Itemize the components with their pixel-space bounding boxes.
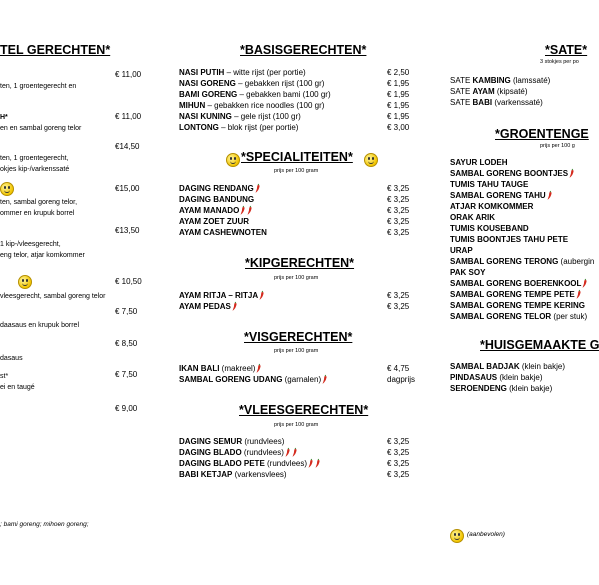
chili-pepper-icon: [576, 290, 582, 299]
sate-item: [450, 87, 528, 98]
item-name: MIHUN: [179, 101, 206, 110]
middle-column: [176, 0, 416, 479]
item-name: BABI: [472, 98, 493, 107]
item-price: € 2,50: [387, 68, 410, 77]
item-name: SAMBAL BADJAK: [450, 362, 520, 371]
item-name: KAMBING: [472, 76, 511, 85]
item-price: € 3,25: [387, 184, 410, 193]
menu-item: [179, 291, 265, 302]
item-name: LONTONG: [179, 123, 219, 132]
item-name: BABI KETJAP: [179, 470, 233, 479]
menu-item: [179, 90, 331, 101]
item-price: € 1,95: [387, 112, 410, 121]
item-detail: – blok rijst (per portie): [218, 123, 299, 132]
item-name: SAMBAL GORENG TERONG: [450, 257, 559, 266]
section-title: *BASISGERECHTEN*: [240, 43, 367, 57]
item-name: PINDASAUS: [450, 373, 498, 382]
chili-pepper-icon: [255, 184, 261, 193]
item-name: SAMBAL GORENG TELOR: [450, 312, 552, 321]
left-line: st*: [0, 373, 9, 380]
item-price: € 1,95: [387, 79, 410, 88]
item-price: € 1,95: [387, 90, 410, 99]
left-price: € 11,00: [115, 70, 142, 79]
item-name: DAGING BLADO: [179, 448, 242, 457]
chili-pepper-icon: [322, 375, 328, 384]
item-name: SAMBAL GORENG TEMPE KERING: [450, 301, 585, 310]
left-price: €15,00: [115, 184, 140, 193]
groenten-item: [450, 290, 582, 301]
menu-item: [179, 302, 238, 313]
groenten-item: [450, 202, 533, 213]
groenten-item: [450, 224, 529, 235]
item-price: € 3,25: [387, 459, 410, 468]
item-detail: – gele rijst (100 gr): [231, 112, 301, 121]
chili-pepper-icon: [232, 302, 238, 311]
left-price: € 10,50: [115, 277, 142, 286]
item-name: NASI PUTIH: [179, 68, 225, 77]
huis-item: [450, 362, 565, 373]
item-name: AYAM: [472, 87, 495, 96]
item-name: ATJAR KOMKOMMER: [450, 202, 534, 211]
left-price: €14,50: [115, 142, 140, 151]
item-detail: (rundvlees): [264, 459, 308, 468]
item-detail: – gebakken rice noodles (100 gr): [205, 101, 325, 110]
groenten-title: *GROENTENGE: [495, 127, 589, 141]
chili-pepper-icon: [547, 191, 553, 200]
menu-item: [179, 123, 298, 134]
menu-item: [179, 112, 301, 123]
section-title: *SPECIALITEITEN*: [241, 150, 353, 164]
left-line: ei en taugé: [0, 384, 35, 391]
left-price: €13,50: [115, 226, 140, 235]
menu-item: [179, 206, 253, 217]
left-line: en en sambal goreng telor: [0, 125, 82, 132]
chili-pepper-icon: [308, 459, 314, 468]
item-detail: – gebakken rijst (100 gr): [235, 79, 325, 88]
item-price: € 3,25: [387, 448, 410, 457]
item-detail: (rundvlees): [241, 448, 284, 457]
huis-item: [450, 373, 542, 384]
left-section-title: TEL GERECHTEN*: [0, 43, 111, 57]
chili-pepper-icon: [315, 459, 321, 468]
groenten-item: [450, 169, 575, 180]
sate-item: [450, 98, 543, 109]
item-name: URAP: [450, 246, 473, 255]
item-name: DAGING BLADO PETE: [179, 459, 265, 468]
item-name: SAMBAL GORENG TEMPE PETE: [450, 290, 575, 299]
smiley-icon: [364, 153, 378, 167]
item-price: € 3,25: [387, 195, 410, 204]
item-name: SAMBAL GORENG BOERENKOOL: [450, 279, 582, 288]
item-name: ORAK ARIK: [450, 213, 496, 222]
groenten-item: [450, 312, 587, 323]
item-name: TUMIS TAHU TAUGE: [450, 180, 529, 189]
left-line: okjes kip-/varkenssaté: [0, 166, 70, 173]
item-name: PAK SOY: [450, 268, 486, 277]
item-price: € 3,25: [387, 437, 410, 446]
smiley-icon: [226, 153, 240, 167]
item-price: € 3,25: [387, 291, 410, 300]
item-name: DAGING RENDANG: [179, 184, 254, 193]
item-detail: (per stuk): [551, 312, 588, 321]
menu-item: [179, 375, 328, 386]
left-column: [0, 0, 150, 528]
groenten-item: [450, 235, 568, 246]
menu-item: [179, 448, 298, 459]
item-price: dagprijs: [387, 375, 416, 384]
item-detail: (garnalen): [282, 375, 322, 384]
legend-label: (aanbevolen): [467, 531, 505, 538]
menu-item: [179, 195, 254, 206]
chili-pepper-icon: [256, 364, 262, 373]
smiley-icon: [450, 529, 464, 543]
item-name: AYAM PEDAS: [179, 302, 231, 311]
item-prefix: SATE: [450, 98, 473, 107]
left-price: € 7,50: [115, 370, 138, 379]
item-detail: (varkenssaté): [492, 98, 543, 107]
smiley-icon: [0, 182, 14, 196]
left-line: eng telor, atjar komkommer: [0, 252, 85, 259]
left-price: € 11,00: [115, 112, 142, 121]
item-prefix: SATE: [450, 87, 473, 96]
item-name: SAYUR LODEH: [450, 158, 508, 167]
item-name: SAMBAL GORENG TAHU: [450, 191, 546, 200]
left-price: € 7,50: [115, 307, 138, 316]
item-name: DAGING SEMUR: [179, 437, 243, 446]
section-subtitle: prijs per 100 gram: [274, 168, 319, 174]
groenten-item: [450, 158, 508, 169]
chili-pepper-icon: [285, 448, 291, 457]
item-name: TUMIS KOUSEBAND: [450, 224, 529, 233]
chili-pepper-icon: [259, 291, 265, 300]
menu-item: [179, 228, 267, 239]
item-detail: (varkensvlees): [232, 470, 287, 479]
item-detail: (klein bakje): [519, 362, 565, 371]
menu-item: [179, 68, 306, 79]
section-title: *KIPGERECHTEN*: [245, 256, 355, 270]
menu-item: [179, 184, 261, 195]
chili-pepper-icon: [292, 448, 298, 457]
item-detail: (aubergin: [558, 257, 595, 266]
left-line: vleesgerecht, sambal goreng telor: [0, 293, 106, 300]
menu-item: [179, 470, 287, 481]
item-name: SAMBAL GORENG UDANG: [179, 375, 283, 384]
huis-item: [450, 384, 552, 395]
section-subtitle: prijs per 100 gram: [274, 275, 319, 281]
left-footnote: ; bami goreng; mihoen goreng;: [0, 521, 89, 528]
sate-item: [450, 76, 550, 87]
groenten-item: [450, 246, 473, 257]
groenten-item: [450, 301, 585, 312]
item-name: BAMI GORENG: [179, 90, 238, 99]
menu-item: [179, 79, 324, 90]
right-column: [440, 0, 599, 538]
item-name: SAMBAL GORENG BOONTJES: [450, 169, 569, 178]
sate-title: *SATE*: [545, 43, 588, 57]
item-price: € 3,25: [387, 470, 410, 479]
item-name: SEROENDENG: [450, 384, 507, 393]
groenten-item: [450, 213, 495, 224]
sate-subtitle: 3 stokjes per po: [540, 59, 579, 65]
item-detail: – gebakken bami (100 gr): [237, 90, 331, 99]
item-detail: (klein bakje): [497, 373, 543, 382]
chili-pepper-icon: [582, 279, 588, 288]
left-line: ommer en krupuk borrel: [0, 210, 75, 217]
groenten-item: [450, 257, 594, 268]
left-price: € 8,50: [115, 339, 138, 348]
smiley-icon: [18, 275, 32, 289]
item-price: € 4,75: [387, 364, 410, 373]
menu-item: [179, 459, 321, 470]
menu-item: [179, 364, 262, 375]
item-detail: (rundvlees): [242, 437, 285, 446]
groenten-item: [450, 180, 528, 191]
groenten-item: [450, 191, 553, 202]
item-price: € 3,25: [387, 217, 410, 226]
item-detail: (lamssaté): [510, 76, 551, 85]
section-subtitle: prijs per 100 gram: [274, 348, 319, 354]
item-name: AYAM RITJA – RITJA: [179, 291, 259, 300]
groenten-item: [450, 279, 588, 290]
left-price: € 9,00: [115, 404, 138, 413]
item-price: € 3,25: [387, 228, 410, 237]
left-line: dasaus: [0, 355, 23, 362]
left-line: ten, sambal goreng telor,: [0, 199, 78, 206]
item-price: € 1,95: [387, 101, 410, 110]
menu-item: [179, 217, 249, 228]
chili-pepper-icon: [240, 206, 246, 215]
item-name: IKAN BALI: [179, 364, 220, 373]
item-detail: (klein bakje): [506, 384, 553, 393]
menu-item: [179, 437, 284, 448]
item-name: AYAM CASHEWNOTEN: [179, 228, 267, 237]
item-price: € 3,25: [387, 206, 410, 215]
item-name: AYAM MANADO: [179, 206, 240, 215]
groenten-item: [450, 268, 485, 279]
item-prefix: SATE: [450, 76, 473, 85]
chili-pepper-icon: [569, 169, 575, 178]
left-line: daasaus en krupuk borrel: [0, 322, 79, 329]
item-name: AYAM ZOET ZUUR: [179, 217, 250, 226]
section-title: *VISGERECHTEN*: [244, 330, 353, 344]
left-line: ten, 1 groentegerecht en: [0, 83, 77, 90]
item-price: € 3,25: [387, 302, 410, 311]
item-name: NASI KUNING: [179, 112, 232, 121]
section-subtitle: prijs per 100 gram: [274, 422, 319, 428]
item-detail: – witte rijst (per portie): [224, 68, 306, 77]
section-title: *VLEESGERECHTEN*: [239, 403, 369, 417]
item-price: € 3,00: [387, 123, 410, 132]
menu-item: [179, 101, 324, 112]
left-line: ten, 1 groentegerecht,: [0, 155, 69, 162]
item-name: NASI GORENG: [179, 79, 236, 88]
item-name: TUMIS BOONTJES TAHU PETE: [450, 235, 569, 244]
item-name: DAGING BANDUNG: [179, 195, 255, 204]
chili-pepper-icon: [247, 206, 253, 215]
huis-title: *HUISGEMAAKTE G: [480, 338, 599, 352]
item-detail: (kipsaté): [494, 87, 528, 96]
left-line: 1 kip-/vleesgerecht,: [0, 241, 61, 248]
groenten-subtitle: prijs per 100 g: [540, 143, 575, 149]
left-line: H*: [0, 114, 8, 121]
item-detail: (makreel): [219, 364, 256, 373]
